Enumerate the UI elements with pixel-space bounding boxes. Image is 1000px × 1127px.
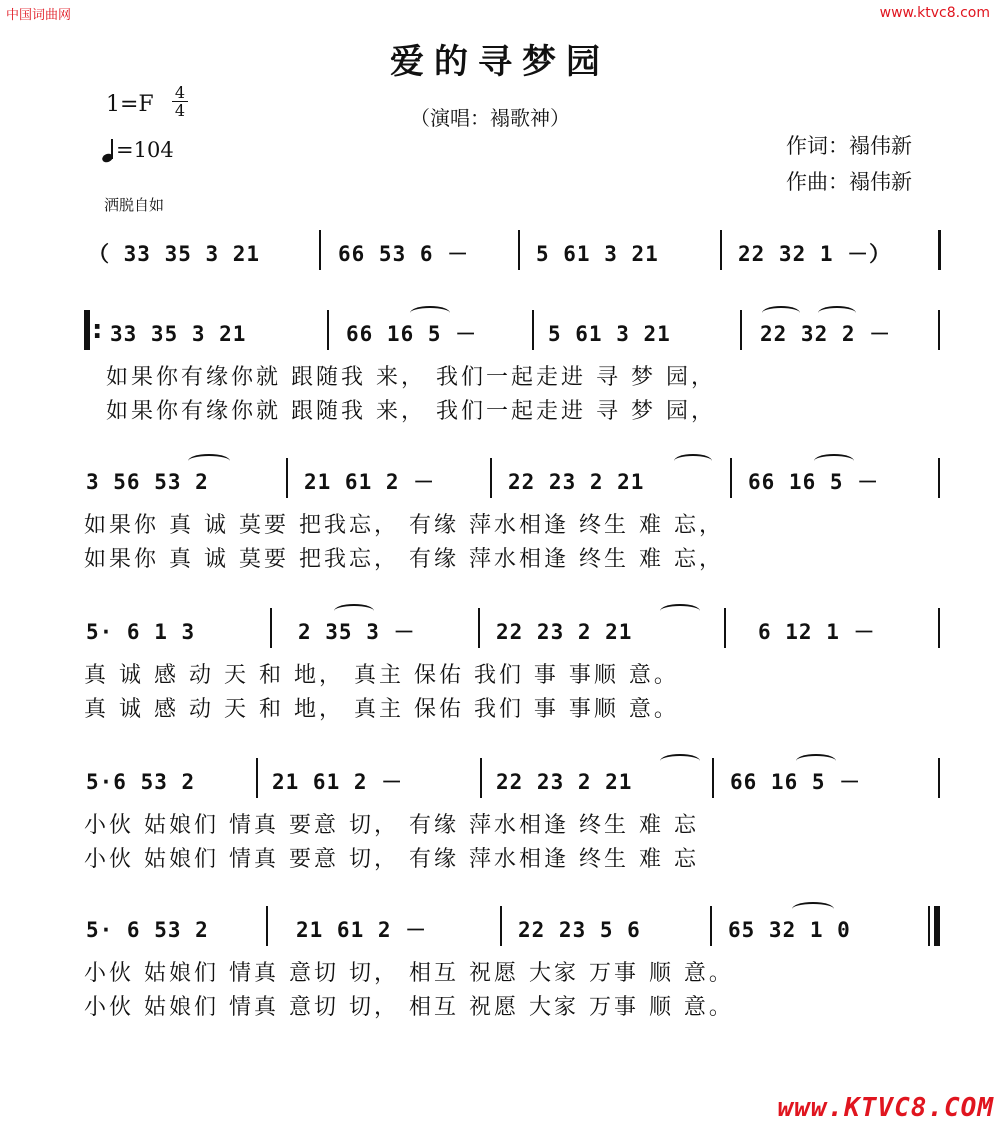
measure: 3 56 53 2 [86, 470, 209, 494]
measure: 22 23 5 6 [518, 918, 641, 942]
lyrics-verse-1: 小伙 姑娘们 情真 要意 切， 有缘 萍水相逢 终生 难 忘 [84, 813, 699, 838]
tie-mark [814, 454, 854, 468]
bar-line [710, 906, 712, 946]
measure: 66 53 6 － [338, 242, 470, 266]
tie-mark [762, 306, 800, 320]
lyrics-verse-2: 如果你有缘你就 跟随我 来， 我们一起走进 寻 梦 园， [106, 399, 716, 424]
bar-line [518, 230, 520, 270]
lyrics-verse-2: 小伙 姑娘们 情真 要意 切， 有缘 萍水相逢 终生 难 忘 [84, 847, 699, 872]
lyrics-verse-2: 如果你 真 诚 莫要 把我忘， 有缘 萍水相逢 终生 难 忘， [84, 547, 724, 572]
measure: 65 32 1 0 [728, 918, 851, 942]
lyrics-verse-2: 小伙 姑娘们 情真 意切 切， 相互 祝愿 大家 万事 顺 意。 [84, 995, 734, 1020]
bar-line [500, 906, 502, 946]
tie-mark [660, 604, 700, 618]
lyrics-verse-2: 真 诚 感 动 天 和 地， 真主 保佑 我们 事 事顺 意。 [84, 697, 679, 722]
bar-line [266, 906, 268, 946]
measure: 66 16 5 － [730, 770, 862, 794]
measure: 22 23 2 21 [508, 470, 645, 494]
notation-line [0, 316, 1000, 352]
bar-line [490, 458, 492, 498]
lyricist-credit: 作词：褟伟新 [786, 134, 912, 158]
measure: 2 35 3 － [298, 620, 416, 644]
measure: 5 61 3 21 [536, 242, 659, 266]
bar-line [938, 758, 940, 798]
bar-line [938, 230, 941, 270]
end-bar-thick [934, 906, 940, 946]
score-row-2 [0, 464, 1000, 624]
time-signature [171, 84, 189, 119]
measure: 21 61 2 － [304, 470, 436, 494]
composer-credit: 作曲：褟伟新 [786, 170, 912, 194]
watermark-site-name: 中国词曲网 [6, 8, 72, 23]
score-row-4 [0, 764, 1000, 924]
bar-line [256, 758, 258, 798]
lyrics-verse-1: 真 诚 感 动 天 和 地， 真主 保佑 我们 事 事顺 意。 [84, 663, 679, 688]
measure: 6 12 1 － [758, 620, 876, 644]
time-signature-top: 4 [174, 83, 186, 102]
measure: 21 61 2 － [296, 918, 428, 942]
bar-line [286, 458, 288, 498]
watermark-footer-url[interactable]: www.KTVC8.COM [777, 1093, 994, 1123]
performance-style: 洒脱自如 [104, 196, 165, 214]
lyrics-verse-1: 如果你有缘你就 跟随我 来， 我们一起走进 寻 梦 园， [106, 365, 716, 390]
tie-mark [410, 306, 450, 320]
notation-line [0, 464, 1000, 500]
end-bar-thin [928, 906, 930, 946]
tie-mark [818, 306, 856, 320]
tie-mark [188, 454, 230, 468]
score-row-1 [0, 316, 1000, 476]
measure: 5· 6 1 3 [86, 620, 196, 644]
bar-line [938, 310, 940, 350]
tempo-value: =104 [116, 138, 174, 162]
watermark-url[interactable]: www.ktvc8.com [879, 5, 990, 21]
bar-line [730, 458, 732, 498]
measure: 22 23 2 21 [496, 770, 633, 794]
bar-line [938, 608, 940, 648]
measure: 22 32 1 －） [738, 242, 892, 266]
lyrics-verse-1: 小伙 姑娘们 情真 意切 切， 相互 祝愿 大家 万事 顺 意。 [84, 961, 734, 986]
measure: 22 23 2 21 [496, 620, 633, 644]
score-row-5 [0, 912, 1000, 1072]
quarter-note-icon [102, 140, 116, 162]
bar-line [532, 310, 534, 350]
bar-line [480, 758, 482, 798]
bar-line [478, 608, 480, 648]
repeat-start-bar [84, 310, 90, 350]
measure: 66 16 5 － [346, 322, 478, 346]
bar-line [720, 230, 722, 270]
measure: 22 32 2 － [760, 322, 892, 346]
measure: 33 35 3 21 [110, 322, 247, 346]
notation-line [0, 614, 1000, 650]
measure: 66 16 5 － [748, 470, 880, 494]
measure: 5 61 3 21 [548, 322, 671, 346]
singer-credit: （演唱：褟歌神） [410, 106, 570, 130]
bar-line [938, 458, 940, 498]
repeat-dots: : [92, 315, 103, 345]
key-signature: 1=F [106, 92, 154, 117]
tie-mark [334, 604, 374, 618]
score-row-3 [0, 614, 1000, 774]
measure: 5· 6 53 2 [86, 918, 209, 942]
bar-line [712, 758, 714, 798]
bar-line [327, 310, 329, 350]
tempo-marking [102, 138, 174, 162]
tie-mark [660, 754, 700, 768]
measure: 21 61 2 － [272, 770, 404, 794]
bar-line [319, 230, 321, 270]
bar-line [724, 608, 726, 648]
time-signature-bottom: 4 [174, 101, 186, 120]
tie-mark [792, 902, 834, 916]
song-title: 爱的寻梦园 [390, 42, 610, 82]
notation-line [0, 236, 1000, 272]
tie-mark [674, 454, 712, 468]
lyrics-verse-1: 如果你 真 诚 莫要 把我忘， 有缘 萍水相逢 终生 难 忘， [84, 513, 724, 538]
bar-line [270, 608, 272, 648]
notation-line [0, 764, 1000, 800]
bar-line [740, 310, 742, 350]
notation-line [0, 912, 1000, 948]
measure: 5·6 53 2 [86, 770, 196, 794]
tie-mark [796, 754, 836, 768]
measure: （ 33 35 3 21 [88, 242, 261, 266]
